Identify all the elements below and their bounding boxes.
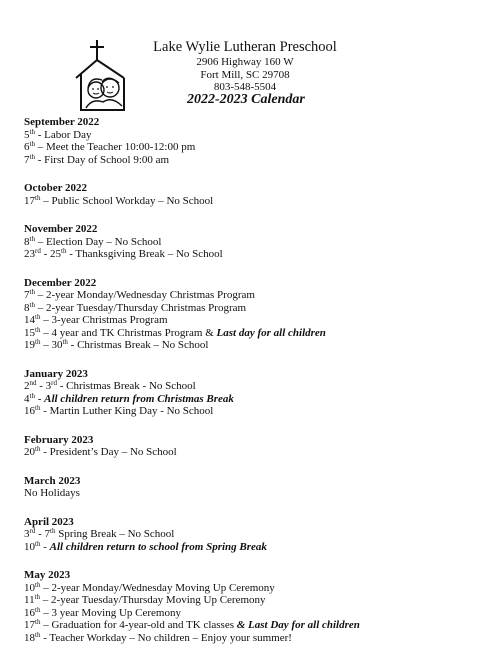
calendar-entry (24, 314, 484, 327)
entry-end-date: 3 (45, 380, 52, 392)
entry-date: 11 (24, 594, 35, 606)
church-logo (72, 38, 132, 114)
entry-text: – Public School Workday – No School (40, 194, 214, 207)
date-suffix: th (35, 404, 41, 412)
calendar-section (24, 223, 484, 261)
entry-date: 20 (24, 446, 35, 458)
entry-text: – Graduation for 4-year-old and TK classes (40, 619, 237, 631)
calendar-section (24, 516, 484, 554)
calendar-entry (24, 582, 484, 595)
entry-text: – 3-year Christmas Program (40, 314, 168, 326)
entry-date: 2 (24, 380, 30, 392)
calendar-entry (24, 487, 484, 500)
date-suffix: th (29, 127, 35, 136)
calendar-entry (24, 289, 484, 302)
date-suffix: rd (51, 379, 58, 387)
entry-text: – 2-year Monday/Wednesday Christmas Program (34, 289, 255, 301)
entry-date: 3 (24, 528, 30, 540)
date-suffix: rd (35, 247, 41, 255)
entry-text: – 2-year Monday/Wednesday Moving Up Ceremony (40, 581, 275, 594)
calendar-section (24, 569, 484, 644)
date-suffix: th (35, 605, 41, 614)
entry-date: 17 (24, 619, 35, 631)
address-line-1: 2906 Highway 160 W (196, 56, 294, 68)
date-suffix: th (50, 527, 56, 535)
entry-date: 19 (24, 339, 35, 351)
entry-end-date: 25 (50, 248, 62, 260)
header (150, 39, 340, 94)
date-suffix: th (29, 140, 35, 148)
entry-emphasis: All children return from Christmas Break (44, 392, 234, 405)
entry-text: Spring Break – No School (55, 528, 175, 540)
entry-text: – 4 year and TK Christmas Program & (40, 326, 217, 339)
calendar-section (24, 182, 484, 207)
date-range-separator: – (40, 339, 52, 351)
entry-emphasis: Last day for all children (216, 326, 326, 339)
calendar-entry (24, 632, 484, 645)
date-suffix: th (34, 593, 41, 601)
calendar-entry (24, 528, 484, 541)
calendar-entry (24, 405, 484, 418)
calendar-entry (24, 380, 484, 393)
entry-date: 16 (24, 606, 35, 619)
calendar-section (24, 277, 484, 352)
date-suffix: rd (29, 527, 36, 535)
entry-text: No Holidays (24, 487, 80, 499)
entry-date: 6 (24, 141, 30, 153)
entry-date: 18 (24, 631, 35, 644)
calendar-entry (24, 327, 484, 340)
entry-date: 15 (24, 326, 35, 339)
entry-date: 4 (24, 392, 30, 405)
calendar-section (24, 368, 484, 418)
date-suffix: th (62, 338, 68, 346)
entry-date: 8 (24, 235, 30, 248)
calendar-entry (24, 446, 484, 459)
month-heading: September 2022 (24, 116, 100, 128)
date-suffix: th (29, 391, 35, 400)
date-suffix: th (35, 630, 41, 639)
entry-end-date: 30 (51, 339, 63, 351)
entry-emphasis: & Last Day for all children (236, 619, 360, 631)
entry-date: 10 (24, 581, 35, 594)
calendar-entry (24, 141, 484, 154)
entry-end-date: 7 (44, 528, 51, 540)
entry-text: - (34, 392, 45, 405)
month-heading: March 2023 (24, 474, 81, 487)
entry-text: - Labor Day (34, 128, 92, 141)
month-heading: April 2023 (24, 515, 74, 528)
calendar-content (24, 116, 484, 660)
calendar-entry (24, 393, 484, 406)
calendar-entry (24, 248, 484, 261)
date-suffix: th (35, 325, 41, 334)
date-suffix: th (35, 193, 41, 202)
entry-date: 14 (24, 314, 35, 326)
entry-text: – 2-year Tuesday/Thursday Christmas Program (34, 301, 247, 314)
calendar-entry (24, 302, 484, 315)
calendar-section (24, 475, 484, 500)
entry-date: 7 (24, 153, 30, 166)
date-range-separator: - (36, 380, 46, 392)
date-suffix: th (35, 539, 41, 548)
school-name: Lake Wylie Lutheran Preschool (153, 39, 337, 55)
calendar-entry (24, 594, 484, 607)
entry-text: - (40, 540, 50, 553)
entry-text: - President’s Day – No School (40, 446, 177, 458)
phone-number: 803-548-5504 (213, 81, 277, 93)
calendar-entry (24, 154, 484, 167)
month-heading: May 2023 (24, 569, 71, 581)
calendar-title: 2022-2023 Calendar (187, 92, 305, 107)
calendar-entry (24, 339, 484, 352)
calendar-entry (24, 129, 484, 142)
entry-text: - Teacher Workday – No children – Enjoy your summer! (40, 631, 292, 644)
entry-date: 17 (24, 194, 35, 207)
date-suffix: th (35, 618, 41, 626)
date-range-separator: - (35, 528, 45, 540)
month-heading: January 2023 (24, 367, 88, 380)
entry-text: – Election Day – No School (34, 235, 162, 248)
entry-text: – Meet the Teacher 10:00-12:00 pm (34, 141, 196, 153)
calendar-entry (24, 195, 484, 208)
date-suffix: th (29, 152, 35, 161)
date-suffix: th (35, 313, 41, 321)
date-suffix: th (29, 234, 35, 243)
month-heading: February 2023 (24, 433, 94, 446)
date-range-separator: - (40, 248, 51, 260)
entry-date: 16 (24, 405, 35, 417)
entry-date: 7 (24, 289, 30, 301)
entry-date: 10 (24, 540, 35, 553)
calendar-entry (24, 236, 484, 249)
entry-date: 8 (24, 301, 30, 314)
date-suffix: th (35, 580, 41, 589)
entry-date: 5 (24, 128, 30, 141)
entry-date: 23 (24, 248, 35, 260)
month-heading: December 2022 (24, 276, 97, 289)
month-heading: November 2022 (24, 223, 98, 235)
calendar-section (24, 434, 484, 459)
calendar-entry (24, 607, 484, 620)
entry-text: – 3 year Moving Up Ceremony (40, 606, 181, 619)
date-suffix: nd (29, 379, 37, 387)
date-suffix: th (35, 338, 41, 346)
month-heading: October 2022 (24, 182, 88, 194)
entry-text: – 2-year Tuesday/Thursday Moving Up Ceremony (40, 594, 266, 606)
entry-text: - Martin Luther King Day - No School (40, 405, 214, 417)
entry-text: - Christmas Break – No School (67, 339, 209, 351)
date-suffix: th (29, 300, 35, 309)
entry-text: - First Day of School 9:00 am (34, 153, 170, 166)
date-suffix: th (29, 288, 35, 296)
calendar-entry (24, 619, 484, 632)
address-line-2: Fort Mill, SC 29708 (200, 68, 290, 81)
entry-text: - Thanksgiving Break – No School (66, 248, 223, 260)
date-suffix: th (61, 247, 67, 255)
entry-emphasis: All children return to school from Spring Break (49, 540, 267, 553)
calendar-section (24, 116, 484, 166)
calendar-entry (24, 541, 484, 554)
date-suffix: th (35, 445, 41, 453)
entry-text: - Christmas Break - No School (57, 380, 196, 392)
